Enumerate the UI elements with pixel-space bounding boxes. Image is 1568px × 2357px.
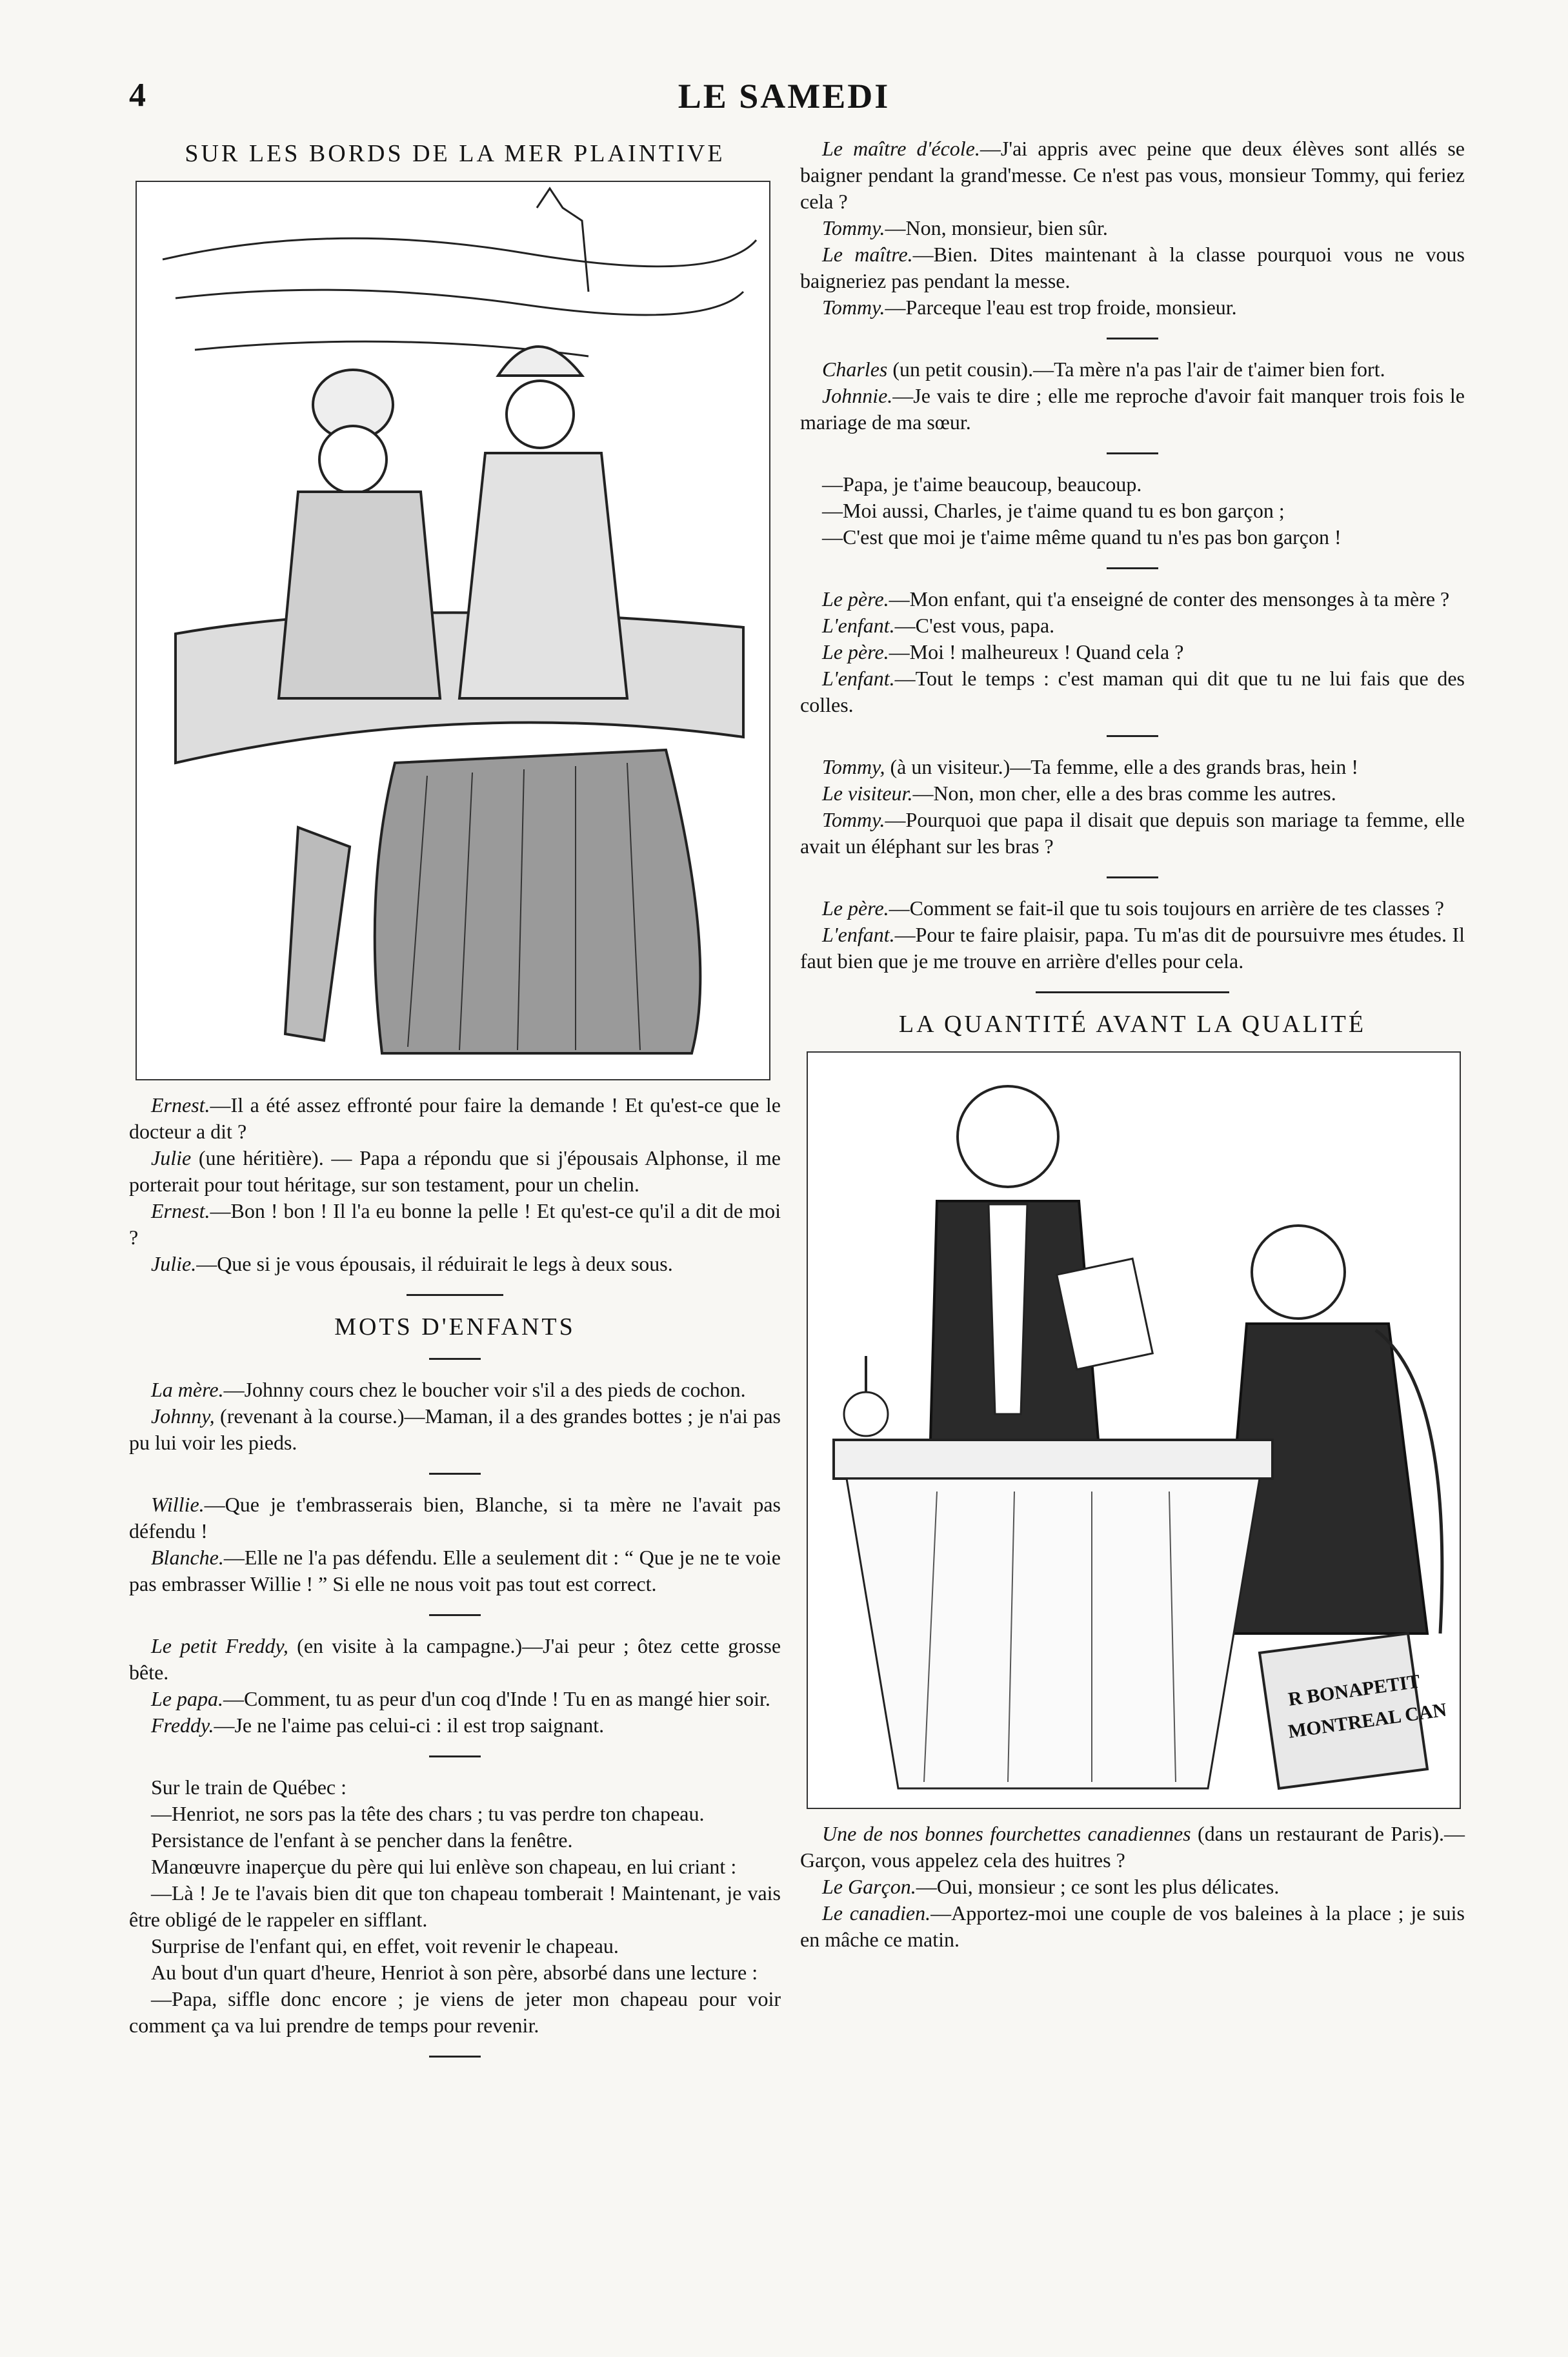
dialogue-text: —C'est vous, papa. [894, 614, 1055, 637]
bag-label-city: MONTREAL CAN [1287, 1699, 1448, 1743]
divider [1036, 991, 1229, 993]
dialogue-text: —Moi ! malheureux ! Quand cela ? [889, 640, 1184, 663]
dialogue-text: —Comment, tu as peur d'un coq d'Inde ! Tu en as mangé hier soir. [223, 1687, 770, 1710]
dialogue-text: —Que si je vous épousais, il réduirait le legs à deux sous. [196, 1252, 673, 1275]
divider [429, 1358, 481, 1360]
waiter-shirt [989, 1204, 1027, 1414]
illustration-couple-at-sea-wall [136, 181, 770, 1080]
woman-hat [498, 347, 582, 376]
speaker: Le père. [822, 896, 889, 920]
dialogue-text: —Moi aussi, Charles, je t'aime quand tu es bon garçon ; [822, 499, 1285, 522]
joke-boucher [129, 1377, 781, 1456]
dialogue-text: —C'est que moi je t'aime même quand tu n'es pas bon garçon ! [822, 525, 1342, 549]
caption-restaurant [800, 1821, 1465, 1953]
dialogue-text: —Bon ! bon ! Il l'a eu bonne la pelle ! Et qu'est-ce qu'il a dit de moi ? [129, 1199, 781, 1249]
dialogue-text: —Non, mon cher, elle a des bras comme les autres. [912, 782, 1336, 805]
story-line: Manœuvre inaperçue du père qui lui enlève son chapeau, en lui criant : [151, 1855, 737, 1878]
table-top [834, 1440, 1272, 1479]
dialogue-text: (un petit cousin).—Ta mère n'a pas l'air de t'aimer bien fort. [892, 358, 1385, 381]
speaker: Johnny, [151, 1404, 215, 1428]
speaker: Tommy. [822, 808, 885, 831]
section-title-quantite: LA QUANTITÉ AVANT LA QUALITÉ [898, 1011, 1367, 1038]
dialogue-text: (une héritière). — Papa a répondu que si j'épousais Alphonse, il me porterait pour tout héritage, sur son testament, pour un chelin. [129, 1146, 781, 1196]
dialogue-text: —Papa, je t'aime beaucoup, beaucoup. [822, 472, 1142, 496]
divider [407, 1294, 503, 1296]
speaker: L'enfant. [822, 923, 895, 946]
speaker: Le visiteur. [822, 782, 913, 805]
speaker: Charles [822, 358, 888, 381]
story-line: Surprise de l'enfant qui, en effet, voit revenir le chapeau. [151, 1934, 619, 1957]
dialogue-text: —J'ai appris avec peine que deux élèves sont allés se baigner pendant la grand'messe. Ce n'est pas vous, monsieur Tommy, qui feriez cela ? [800, 137, 1465, 213]
divider [1107, 876, 1158, 878]
speaker: Une de nos bonnes fourchettes canadiennes [822, 1822, 1191, 1845]
joke-grands-bras [800, 754, 1465, 860]
waiter-head [958, 1086, 1058, 1187]
speaker: Le canadien. [822, 1901, 931, 1925]
dialogue-text: —Pour te faire plaisir, papa. Tu m'as dit de poursuivre mes études. Il faut bien que je me trouve en arrière d'elles pour cela. [800, 923, 1465, 973]
section-title-bords: SUR LES BORDS DE LA MER PLAINTIVE [185, 140, 725, 167]
speaker: Johnnie. [822, 384, 893, 407]
speaker: Julie. [151, 1252, 197, 1275]
speaker: Le papa. [151, 1687, 223, 1710]
dialogue-text: —Johnny cours chez le boucher voir s'il a des pieds de cochon. [223, 1378, 746, 1401]
speaker: Tommy. [822, 216, 885, 239]
dialogue-bords [129, 1092, 781, 1277]
story-line: Sur le train de Québec : [151, 1775, 347, 1799]
dialogue-text: —Parceque l'eau est trop froide, monsieur. [885, 296, 1237, 319]
speaker: L'enfant. [822, 614, 895, 637]
dialogue-text: (en visite à la campagne.)—J'ai peur ; ôtez cette grosse bête. [129, 1634, 781, 1684]
story-line: Persistance de l'enfant à se pencher dans la fenêtre. [151, 1828, 573, 1852]
speaker: Le père. [822, 587, 889, 611]
masthead-title: LE SAMEDI [678, 77, 890, 116]
dialogue-text: (dans un restaurant de Paris).—Garçon, vous appelez cela des huitres ? [800, 1822, 1465, 1872]
page-number: 4 [129, 77, 146, 114]
speaker: Willie. [151, 1493, 205, 1516]
man-coat [279, 492, 440, 698]
joke-mensonges [800, 586, 1465, 718]
speaker: Le maître. [822, 243, 913, 266]
joke-willie [129, 1492, 781, 1597]
divider [1107, 567, 1158, 569]
man-head [319, 426, 387, 493]
dialogue-text: —Que je t'embrasserais bien, Blanche, si ta mère ne l'avait pas défendu ! [129, 1493, 781, 1543]
speaker: L'enfant. [822, 667, 895, 690]
divider [1107, 452, 1158, 454]
divider [429, 1473, 481, 1475]
section-title-mots-enfants: MOTS D'ENFANTS [334, 1313, 576, 1340]
joke-papa-charles [800, 471, 1465, 551]
story-line: Au bout d'un quart d'heure, Henriot à son père, absorbé dans une lecture : [151, 1961, 758, 1984]
speaker: Le père. [822, 640, 889, 663]
dialogue-text: —Tout le temps : c'est maman qui dit que tu ne lui fais que des colles. [800, 667, 1465, 716]
speaker: Tommy, [822, 755, 885, 778]
dialogue-text: —Non, monsieur, bien sûr. [885, 216, 1108, 239]
story-train-quebec [129, 1774, 781, 2039]
speaker: Freddy. [151, 1714, 214, 1737]
joke-freddy [129, 1633, 781, 1739]
story-line: —Papa, siffle donc encore ; je viens de jeter mon chapeau pour voir comment ça va lui prendre de temps pour revenir. [129, 1987, 781, 2037]
dialogue-text: —Je ne l'aime pas celui-ci : il est trop saignant. [214, 1714, 605, 1737]
tablecloth [847, 1479, 1260, 1788]
dialogue-text: —Oui, monsieur ; ce sont les plus délicates. [916, 1875, 1280, 1898]
right-column [800, 136, 1465, 1956]
divider [1107, 338, 1158, 339]
joke-en-arriere [800, 895, 1465, 975]
dialogue-text: —Bien. Dites maintenant à la classe pourquoi vous ne vous baigneriez pas pendant la messe. [800, 243, 1465, 292]
joke-charles-johnnie [800, 356, 1465, 436]
left-column [129, 136, 781, 2074]
divider [429, 2056, 481, 2058]
speaker: Blanche. [151, 1546, 224, 1569]
speaker: Ernest. [151, 1199, 210, 1222]
dialogue-text: —Mon enfant, qui t'a enseigné de conter des mensonges à ta mère ? [889, 587, 1450, 611]
story-line: —Là ! Je te l'avais bien dit que ton chapeau tomberait ! Maintenant, je vais être obligé de le rappeler en sifflant. [129, 1881, 781, 1931]
couple-drawing [137, 182, 769, 1079]
woman-blouse [459, 453, 627, 698]
speaker: Tommy. [822, 296, 885, 319]
speaker: Julie [151, 1146, 192, 1169]
speaker: Ernest. [151, 1093, 210, 1117]
divider [1107, 735, 1158, 737]
dialogue-text: —Elle ne l'a pas défendu. Elle a seulement dit : “ Que je ne te voie pas embrasser Willie ! ” Si elle ne nous voit pas tout est correct. [129, 1546, 781, 1595]
woman-head [507, 381, 574, 448]
dialogue-text: (à un visiteur.)—Ta femme, elle a des grands bras, hein ! [890, 755, 1359, 778]
dialogue-text: —Pourquoi que papa il disait que depuis son mariage ta femme, elle avait un éléphant sur les bras ? [800, 808, 1465, 858]
diner-head [1252, 1226, 1345, 1319]
divider [429, 1614, 481, 1616]
dialogue-text: (revenant à la course.)—Maman, il a des grandes bottes ; je n'ai pas pu lui voir les pieds. [129, 1404, 781, 1454]
dialogue-text: —Il a été assez effronté pour faire la demande ! Et qu'est-ce que le docteur a dit ? [129, 1093, 781, 1143]
dialogue-text: —Comment se fait-il que tu sois toujours en arrière de tes classes ? [889, 896, 1444, 920]
bag-label-name: R BONAPETIT [1287, 1670, 1422, 1710]
speaker: La mère. [151, 1378, 224, 1401]
man-legs [285, 827, 350, 1040]
dialogue-text: —Je vais te dire ; elle me reproche d'avoir fait manquer trois fois le mariage de ma sœur. [800, 384, 1465, 434]
woman-skirt [375, 750, 701, 1053]
illustration-restaurant [807, 1051, 1461, 1809]
restaurant-drawing [808, 1053, 1460, 1808]
speaker: Le Garçon. [822, 1875, 916, 1898]
speaker: Le petit Freddy, [151, 1634, 288, 1657]
dialogue-text: —Apportez-moi une couple de vos baleines à la place ; je suis en mâche ce matin. [800, 1901, 1465, 1951]
divider [429, 1755, 481, 1757]
joke-maitre-ecole [800, 136, 1465, 321]
story-line: —Henriot, ne sors pas la tête des chars ; tu vas perdre ton chapeau. [151, 1802, 705, 1825]
speaker: Le maître d'école. [822, 137, 980, 160]
carafe [844, 1392, 888, 1436]
